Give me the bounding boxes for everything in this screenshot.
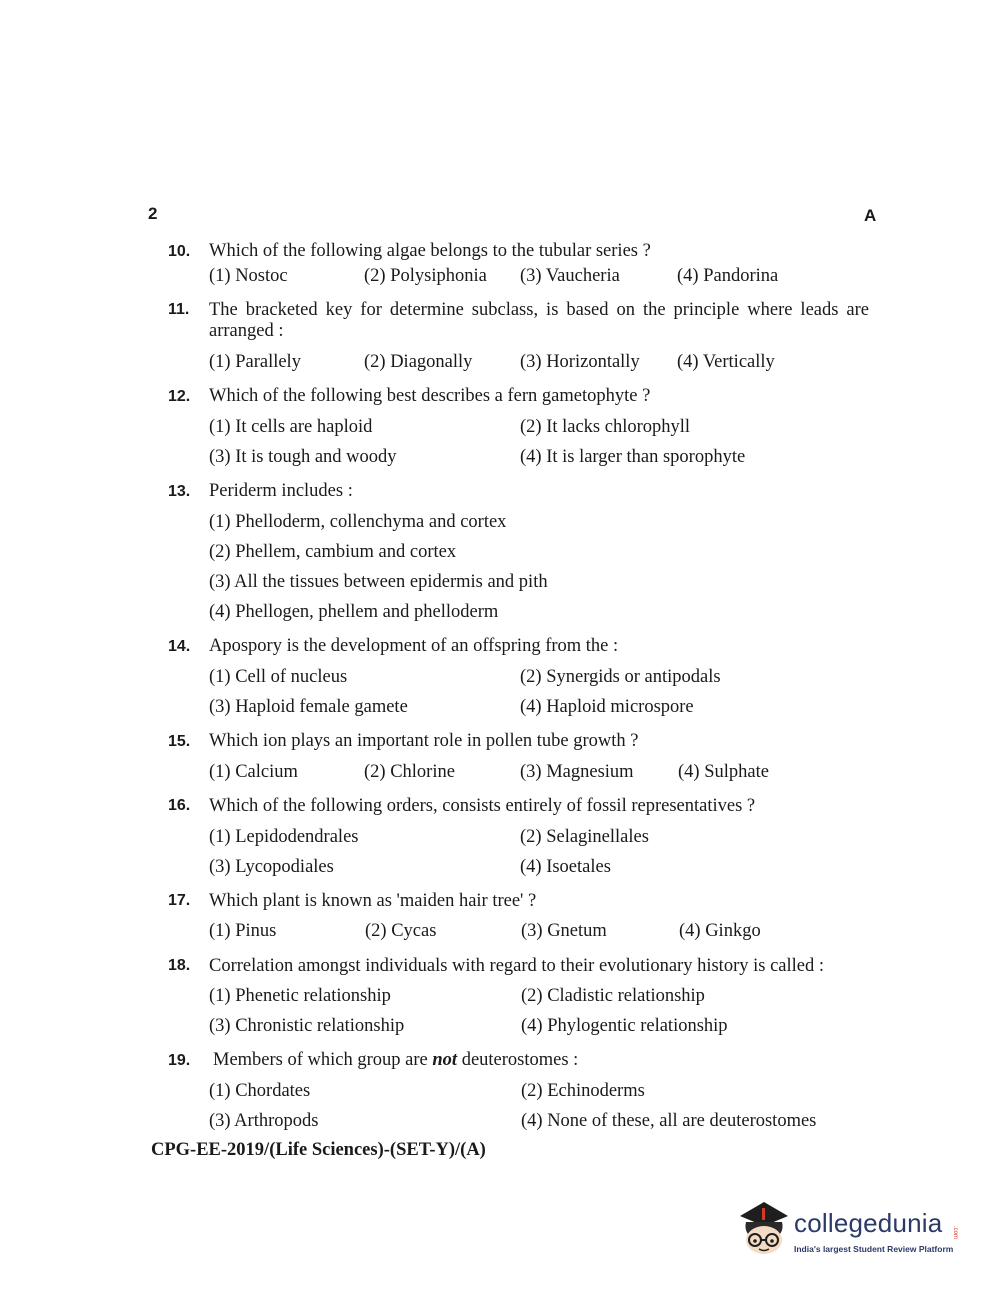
option-3: (3) Horizontally xyxy=(520,352,640,372)
option-4: (4) Vertically xyxy=(677,352,775,372)
question-text: Which ion plays an important role in pollen tube growth ? xyxy=(209,731,639,751)
question-number: 19. xyxy=(168,1052,191,1069)
collegedunia-logo xyxy=(734,1196,966,1266)
question-text-emphasis: not xyxy=(432,1050,458,1070)
question-text: Apospory is the development of an offspring from the : xyxy=(209,636,619,656)
option-2: (2) Polysiphonia xyxy=(364,266,487,286)
question-number: 18. xyxy=(168,957,191,974)
brand-name: collegedunia xyxy=(794,1208,943,1238)
option-3: (3) Haploid female gamete xyxy=(209,697,408,717)
question-text-after: deuterostomes : xyxy=(457,1050,579,1070)
question-text: Which of the following algae belongs to the tubular series ? xyxy=(209,241,651,261)
option-4: (4) Phellogen, phellem and phelloderm xyxy=(209,602,499,622)
question-number: 14. xyxy=(168,638,191,655)
brand-tagline: India's largest Student Review Platform xyxy=(794,1244,954,1254)
option-1: (1) Phelloderm, collenchyma and cortex xyxy=(209,512,507,532)
option-1: (1) It cells are haploid xyxy=(209,417,373,437)
question-text: Correlation amongst individuals with regard to their evolutionary history is called : xyxy=(209,956,824,976)
brand-domain: .com xyxy=(952,1226,958,1240)
option-3: (3) Magnesium xyxy=(520,762,634,782)
option-2: (2) Echinoderms xyxy=(521,1081,645,1101)
option-1: (1) Calcium xyxy=(209,762,298,782)
option-4: (4) Phylogentic relationship xyxy=(521,1016,728,1036)
option-3: (3) All the tissues between epidermis and pith xyxy=(209,572,548,592)
option-2: (2) Cycas xyxy=(365,921,437,941)
option-4: (4) None of these, all are deuterostomes xyxy=(521,1111,817,1131)
option-4: (4) Isoetales xyxy=(520,857,611,877)
question-text: Which of the following orders, consists entirely of fossil representatives ? xyxy=(209,796,756,816)
option-2: (2) Cladistic relationship xyxy=(521,986,705,1006)
option-2: (2) Phellem, cambium and cortex xyxy=(209,542,457,562)
option-4: (4) It is larger than sporophyte xyxy=(520,447,746,467)
option-1: (1) Parallely xyxy=(209,352,301,372)
option-4: (4) Haploid microspore xyxy=(520,697,694,717)
mascot-icon xyxy=(734,1196,794,1258)
option-3: (3) Vaucheria xyxy=(520,266,620,286)
option-2: (2) It lacks chlorophyll xyxy=(520,417,691,437)
question-number: 17. xyxy=(168,892,191,909)
page-number: 2 xyxy=(148,204,158,223)
option-1: (1) Phenetic relationship xyxy=(209,986,391,1006)
question-number: 15. xyxy=(168,733,191,750)
question-text: Which plant is known as 'maiden hair tree' ? xyxy=(209,891,537,911)
option-1: (1) Nostoc xyxy=(209,266,288,286)
option-3: (3) Gnetum xyxy=(521,921,607,941)
option-4: (4) Pandorina xyxy=(677,266,779,286)
option-1: (1) Chordates xyxy=(209,1081,311,1101)
option-1: (1) Cell of nucleus xyxy=(209,667,348,687)
question-text-line-2: arranged : xyxy=(209,321,284,341)
option-4: (4) Sulphate xyxy=(678,762,769,782)
question-number: 16. xyxy=(168,797,191,814)
option-4: (4) Ginkgo xyxy=(679,921,761,941)
option-3: (3) It is tough and woody xyxy=(209,447,397,467)
option-1: (1) Lepidodendrales xyxy=(209,827,359,847)
question-number: 13. xyxy=(168,483,191,500)
question-text-before: Members of which group are xyxy=(213,1050,433,1070)
question-number: 11. xyxy=(168,301,190,318)
option-2: (2) Diagonally xyxy=(364,352,473,372)
question-text: Which of the following best describes a fern gametophyte ? xyxy=(209,386,651,406)
option-3: (3) Chronistic relationship xyxy=(209,1016,405,1036)
question-text: Periderm includes : xyxy=(209,481,353,501)
option-3: (3) Lycopodiales xyxy=(209,857,334,877)
footer-code: CPG-EE-2019/(Life Sciences)-(SET-Y)/(A) xyxy=(151,1140,486,1160)
option-2: (2) Selaginellales xyxy=(520,827,649,847)
option-2: (2) Synergids or antipodals xyxy=(520,667,721,687)
question-number: 12. xyxy=(168,388,191,405)
question-text xyxy=(213,1050,578,1071)
option-2: (2) Chlorine xyxy=(364,762,455,782)
question-number: 10. xyxy=(168,243,191,260)
question-text-line-1: The bracketed key for determine subclass, is based on the principle where leads are xyxy=(209,300,869,320)
set-letter: A xyxy=(864,206,877,225)
option-1: (1) Pinus xyxy=(209,921,277,941)
option-3: (3) Arthropods xyxy=(209,1111,319,1131)
